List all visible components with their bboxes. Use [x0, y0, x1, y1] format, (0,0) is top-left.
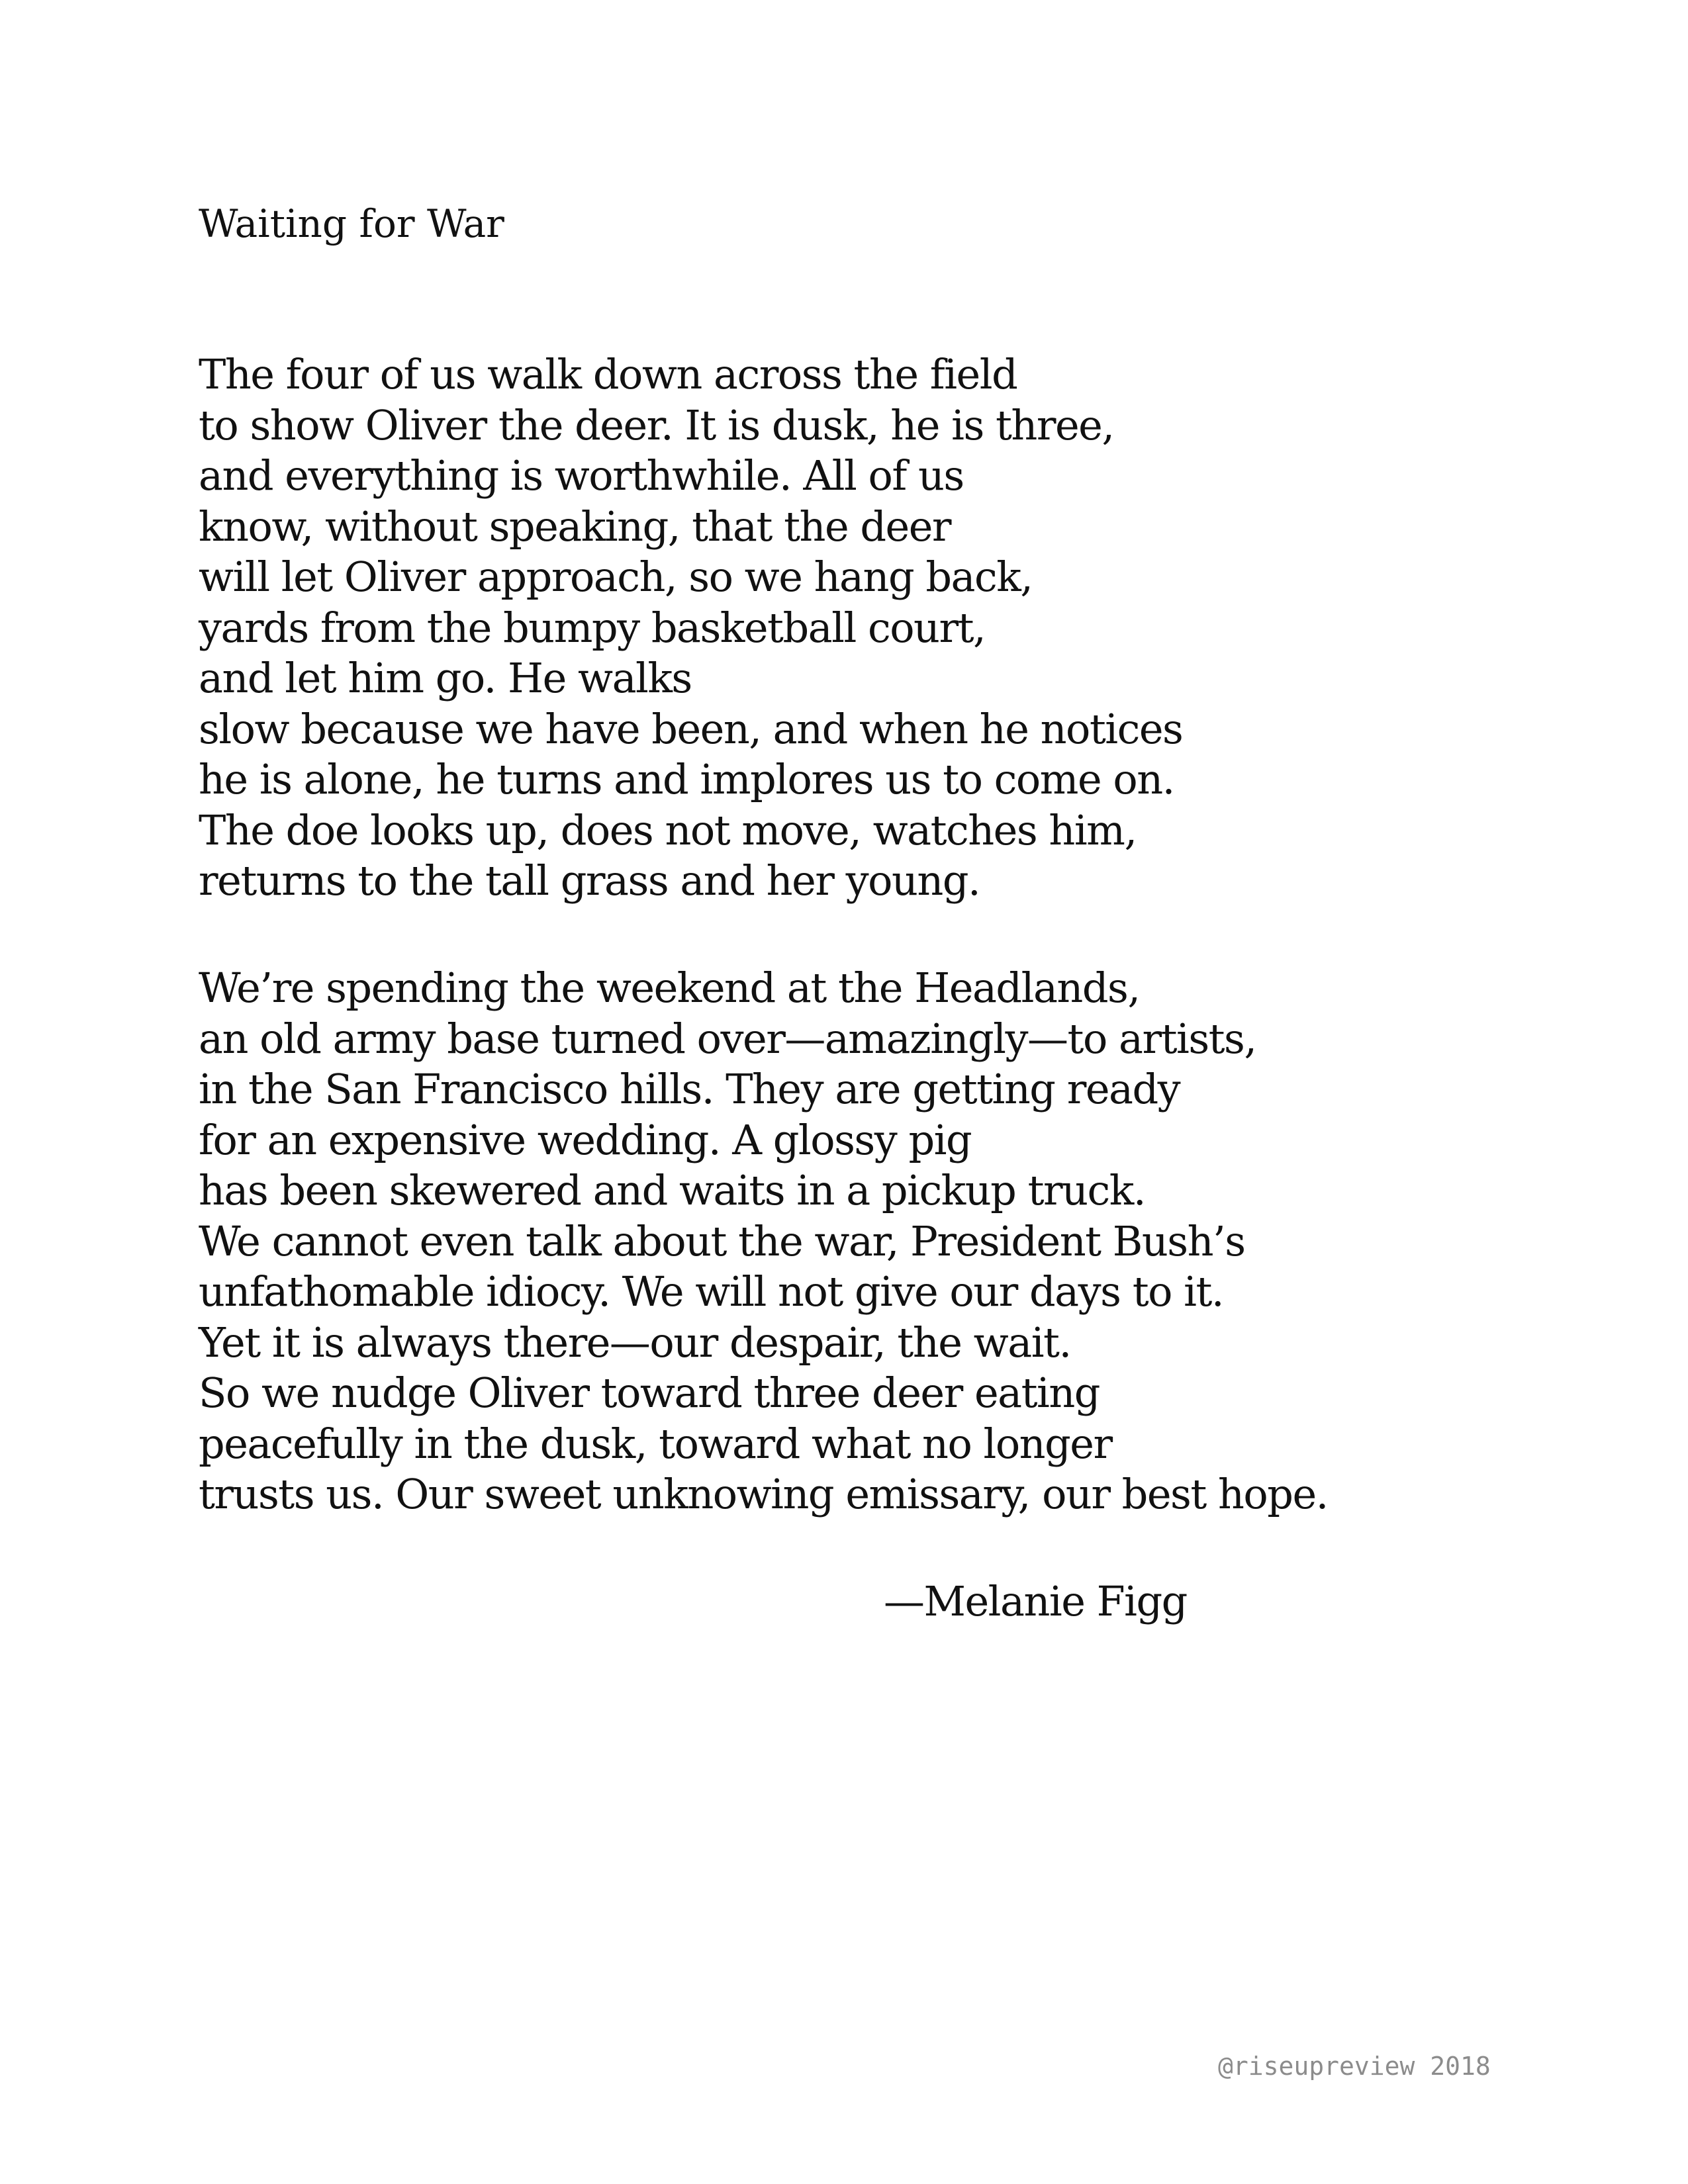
poem-line: has been skewered and waits in a pickup truck. — [199, 1166, 1146, 1214]
poem-line: he is alone, he turns and implores us to come on. — [199, 755, 1174, 803]
poem-line: The four of us walk down across the field — [199, 350, 1017, 398]
poem-line: slow because we have been, and when he notices — [199, 704, 1183, 753]
stanza-1 — [199, 349, 1182, 907]
poem-line: an old army base turned over—amazingly—to artists, — [199, 1014, 1256, 1063]
poem-line: We cannot even talk about the war, President Bush’s — [199, 1216, 1245, 1265]
poem-line: trusts us. Our sweet unknowing emissary, our best hope. — [199, 1470, 1328, 1518]
poem-line: and let him go. He walks — [199, 654, 692, 702]
poem-line: So we nudge Oliver toward three deer eating — [199, 1369, 1100, 1417]
poem-line: and everything is worthwhile. All of us — [199, 451, 964, 500]
poem-line: Yet it is always there—our despair, the wait. — [199, 1318, 1071, 1367]
footer-credit: @riseupreview 2018 — [1218, 2052, 1491, 2081]
poem-line: We’re spending the weekend at the Headlands, — [199, 964, 1140, 1012]
stanza-2 — [199, 963, 1328, 1520]
poem-line: to show Oliver the deer. It is dusk, he is three, — [199, 400, 1114, 449]
poem-line: peacefully in the dusk, toward what no longer — [199, 1419, 1112, 1468]
poem-line: in the San Francisco hills. They are getting ready — [199, 1065, 1180, 1113]
poem-line: yards from the bumpy basketball court, — [199, 603, 986, 652]
poem-author: —Melanie Figg — [884, 1577, 1187, 1625]
poem-line: will let Oliver approach, so we hang back, — [199, 553, 1033, 601]
poem-line: for an expensive wedding. A glossy pig — [199, 1115, 972, 1164]
poem-line: know, without speaking, that the deer — [199, 502, 951, 551]
poem-line: returns to the tall grass and her young. — [199, 856, 980, 905]
poem-line: unfathomable idiocy. We will not give our days to it. — [199, 1267, 1224, 1316]
poem-line: The doe looks up, does not move, watches him, — [199, 805, 1137, 854]
poem-title: Waiting for War — [199, 201, 504, 246]
